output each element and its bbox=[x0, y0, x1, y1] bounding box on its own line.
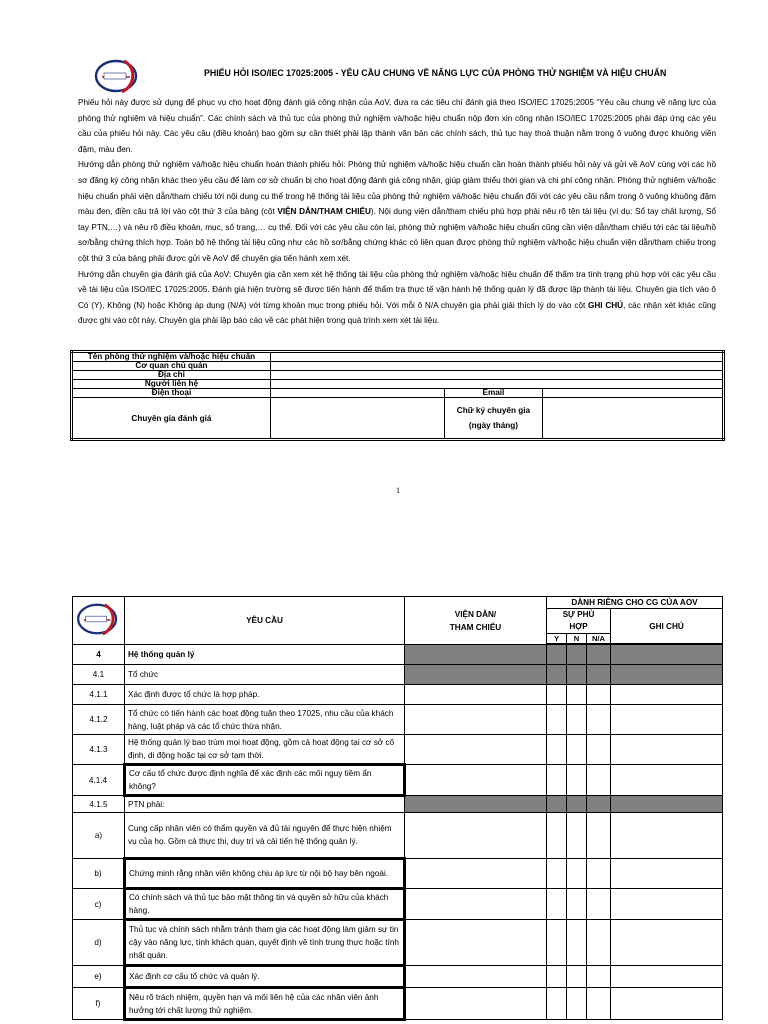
na-checkbox[interactable] bbox=[587, 920, 611, 966]
agency-field[interactable] bbox=[270, 362, 723, 371]
intro-paragraph-3: Hướng dẫn chuyên gia đánh giá của AoV: Chuyên gia cần xem xét hệ thống tài liệu của phòng thử nghiệm và/hoặc hiệu chuẩn để thẩm tra tính trạng phù hợp với các yêu cầu về tài liệu của ISO/IEC 17025:2005. Đánh giá hiện trường sẽ được tiến hành để thẩm tra thực tế vận hành hệ thống quản lý đã được lập thành tài liệu. Chuyên gia tích vào ô Có (Y), Không (N) hoặc Không áp dụng (N/A) với từng khoản mục trong phiếu hỏi. Với mỗi ô N/A chuyên gia phải giải thích lý do vào cột GHI CHÚ, các nhận xét khác cũng được ghi vào cột này. Chuyên gia phải lập báo cáo về các phát hiện trong quá trình xem xét tài liệu. bbox=[78, 269, 716, 326]
na-checkbox[interactable] bbox=[587, 813, 611, 859]
lab-name-field[interactable] bbox=[270, 352, 723, 362]
aov-reserved-header: DÀNH RIÊNG CHO CG CỦA AOV bbox=[547, 597, 723, 609]
agency-label: Cơ quan chủ quản bbox=[72, 362, 271, 371]
notes-cell[interactable] bbox=[611, 735, 723, 765]
document-title: PHIẾU HỎI ISO/IEC 17025:2005 - YÊU CẦU CHUNG VỀ NĂNG LỰC CỦA PHÒNG THỬ NGHIỆM VÀ HIỆU CHUẨN bbox=[204, 68, 667, 78]
reference-cell[interactable] bbox=[405, 735, 547, 765]
yes-checkbox[interactable] bbox=[547, 735, 567, 765]
reference-cell[interactable] bbox=[405, 685, 547, 705]
reference-cell[interactable] bbox=[405, 988, 547, 1020]
no-checkbox[interactable] bbox=[567, 735, 587, 765]
no-checkbox[interactable] bbox=[567, 765, 587, 796]
na-checkbox[interactable] bbox=[587, 685, 611, 705]
na-checkbox[interactable] bbox=[587, 966, 611, 988]
logo-cell bbox=[73, 597, 125, 645]
no-checkbox[interactable] bbox=[567, 966, 587, 988]
table-row: b) Chứng minh rằng nhân viên không chịu áp lực từ nội bộ hay bên ngoài. bbox=[73, 859, 723, 889]
intro-paragraph-1: Phiếu hỏi này được sử dụng để phục vụ cho hoạt động đánh giá công nhận của AoV, đưa ra các tiêu chí đánh giá theo ISO/IEC 17025:2005 “Yêu cầu chung về năng lực của phòng thử nghiệm và hiệu chuẩn”. Các chính sách và thủ tục của phòng thử nghiệm và/hoặc hiệu chuẩn nộp đơn xin công nhận ISO/IEC 17025:2005 phải đáp ứng các yêu cầu của phiếu hỏi này. Các yêu cầu (điều khoản) bao gồm sự cần thiết phải lập thành văn bản các chính sách, thủ tục hay thoả thuận nằm trong ô vuông được khuông viền đậm, màu đen. bbox=[78, 98, 716, 154]
yes-checkbox[interactable] bbox=[547, 859, 567, 889]
aov-logo-icon bbox=[94, 57, 142, 95]
page-number: 1 bbox=[396, 486, 400, 495]
reference-cell[interactable] bbox=[405, 889, 547, 920]
table-row: d) Thủ tục và chính sách nhằm tránh tham gia các hoạt động làm giảm sự tin cậy vào năng lực, tính khách quan, quyết định về tính trung thực hoặc tính nhất quán. bbox=[73, 920, 723, 966]
notes-cell[interactable] bbox=[611, 685, 723, 705]
na-checkbox[interactable] bbox=[587, 988, 611, 1020]
yes-checkbox[interactable] bbox=[547, 813, 567, 859]
phone-field[interactable] bbox=[270, 389, 444, 398]
assessor-label: Chuyên gia đánh giá bbox=[72, 398, 271, 440]
no-checkbox[interactable] bbox=[567, 920, 587, 966]
na-checkbox[interactable] bbox=[587, 765, 611, 796]
reference-cell[interactable] bbox=[405, 859, 547, 889]
no-checkbox[interactable] bbox=[567, 705, 587, 735]
reference-cell[interactable] bbox=[405, 705, 547, 735]
na-checkbox[interactable] bbox=[587, 705, 611, 735]
intro-text bbox=[78, 95, 716, 329]
table-row: 4.1.5 PTN phải: bbox=[73, 796, 723, 813]
table-row: a) Cung cấp nhân viên có thẩm quyền và đủ tài nguyên để thực hiện nhiệm vụ của họ. Gồm cả thực thi, duy trì và cải tiến hệ thống quản lý. bbox=[73, 813, 723, 859]
table-row: 4.1 Tổ chức bbox=[73, 665, 723, 685]
address-label: Địa chỉ bbox=[72, 371, 271, 380]
conformity-header: SỰ PHÙ HỢP bbox=[547, 609, 611, 634]
email-label: Email bbox=[444, 389, 542, 398]
requirements-table bbox=[72, 596, 723, 1021]
address-field[interactable] bbox=[270, 371, 723, 380]
notes-cell[interactable] bbox=[611, 889, 723, 920]
na-checkbox[interactable] bbox=[587, 859, 611, 889]
reference-cell[interactable] bbox=[405, 920, 547, 966]
table-row: c) Có chính sách và thủ tục bảo mật thông tin và quyền sở hữu của khách hàng. bbox=[73, 889, 723, 920]
no-header: N bbox=[567, 634, 587, 644]
table-row: 4.1.2 Tổ chức có tiến hành các hoạt động tuân theo 17025, nhu cầu của khách hàng, luật pháp và các tổ chức thừa nhận. bbox=[73, 705, 723, 735]
notes-cell[interactable] bbox=[611, 920, 723, 966]
table-row: 4 Hệ thống quản lý bbox=[73, 645, 723, 665]
notes-cell[interactable] bbox=[611, 966, 723, 988]
email-field[interactable] bbox=[543, 389, 724, 398]
yes-checkbox[interactable] bbox=[547, 685, 567, 705]
no-checkbox[interactable] bbox=[567, 685, 587, 705]
notes-header: GHI CHÚ bbox=[611, 609, 723, 644]
lab-name-label: Tên phòng thử nghiệm và/hoặc hiệu chuẩn bbox=[72, 352, 271, 362]
na-header: N/A bbox=[587, 634, 611, 644]
reference-cell[interactable] bbox=[405, 966, 547, 988]
yes-checkbox[interactable] bbox=[547, 988, 567, 1020]
na-checkbox[interactable] bbox=[587, 889, 611, 920]
reference-header: VIỆN DẪN/ THAM CHIẾU bbox=[405, 597, 547, 645]
aov-logo-icon bbox=[76, 601, 122, 637]
assessor-field[interactable] bbox=[270, 398, 444, 440]
requirement-header: YÊU CẦU bbox=[125, 597, 405, 645]
notes-cell[interactable] bbox=[611, 705, 723, 735]
notes-cell[interactable] bbox=[611, 859, 723, 889]
yes-checkbox[interactable] bbox=[547, 705, 567, 735]
no-checkbox[interactable] bbox=[567, 988, 587, 1020]
no-checkbox[interactable] bbox=[567, 859, 587, 889]
notes-cell[interactable] bbox=[611, 988, 723, 1020]
reference-cell[interactable] bbox=[405, 765, 547, 796]
phone-label: Điện thoại bbox=[72, 389, 271, 398]
signature-label: Chữ ký chuyên gia (ngày tháng) bbox=[444, 398, 542, 440]
signature-field[interactable] bbox=[543, 398, 724, 440]
na-checkbox[interactable] bbox=[587, 735, 611, 765]
yes-checkbox[interactable] bbox=[547, 889, 567, 920]
table-row: e) Xác định cơ cấu tổ chức và quản lý. bbox=[73, 966, 723, 988]
table-row: 4.1.3 Hệ thống quản lý bao trùm mọi hoạt động, gồm cả hoạt động tại cơ sở cố định, di động hoặc tại cơ sở tạm thời. bbox=[73, 735, 723, 765]
no-checkbox[interactable] bbox=[567, 813, 587, 859]
table-row: 4.1.1 Xác định được tổ chức là hợp pháp. bbox=[73, 685, 723, 705]
table-row: 4.1.4 Cơ cấu tổ chức được định nghĩa để xác định các mối nguy tiềm ẩn không? bbox=[73, 765, 723, 796]
contact-label: Người liên hệ bbox=[72, 380, 271, 389]
yes-header: Y bbox=[547, 634, 567, 644]
table-row: f) Nêu rõ trách nhiệm, quyền hạn và mối liên hệ của các nhân viên ảnh hưởng tới chất lượng thử nghiệm. bbox=[73, 988, 723, 1020]
yes-checkbox[interactable] bbox=[547, 765, 567, 796]
lab-info-table bbox=[70, 350, 725, 441]
intro-paragraph-2: Hướng dẫn phòng thử nghiệm và/hoặc hiệu chuẩn hoàn thành phiếu hỏi: Phòng thử nghiệm và/hoặc hiệu chuẩn cần hoàn thành phiếu hỏi này và gửi về AoV cùng với các hồ sơ đăng ký công nhận khác theo yêu cầu để làm cơ sở chuẩn bị cho hoạt động đánh giá công nhận, giúp giảm thiểu thời gian và chi phí công nhận. Phòng thử nghiệm và/hoặc hiệu chuẩn phải viện dẫn/tham chiếu tới nội dung cụ thể trong hệ thống tài liệu của phòng thử nghiệm và/hoặc hiệu chuẩn đối với các yêu cầu nằm trong ô vuông khuông đậm màu đen, điền câu trả lời vào cột thứ 3 của bảng (cột VIỆN DẪN/THAM CHIẾU). Nội dung viện dẫn/tham chiếu phù hợp phải nêu rõ tên tài liệu (ví dụ: Sổ tay chất lượng, Sổ tay PTN,…) và nêu rõ điều khoản, mục, số trang,… cụ thể. Đối với các yêu cầu còn lại, phòng thử nghiệm và/hoặc hiệu chuẩn cũng cần viện dẫn/tham chiếu tới các tài liệu/hồ sơ/bằng chứng thích hợp. Toàn bộ hệ thống tài liệu cũng như các hồ sơ/bằng chứng khác có liên quan được phòng thử nghiệm và/hoặc hiệu chuẩn viện dẫn/tham chiếu trong cột thứ 3 của bảng phải được gửi về AoV để chuyên gia tiến hành xem xét. bbox=[78, 160, 717, 263]
yes-checkbox[interactable] bbox=[547, 966, 567, 988]
notes-cell[interactable] bbox=[611, 765, 723, 796]
no-checkbox[interactable] bbox=[567, 889, 587, 920]
reference-cell[interactable] bbox=[405, 813, 547, 859]
yes-checkbox[interactable] bbox=[547, 920, 567, 966]
notes-cell[interactable] bbox=[611, 813, 723, 859]
